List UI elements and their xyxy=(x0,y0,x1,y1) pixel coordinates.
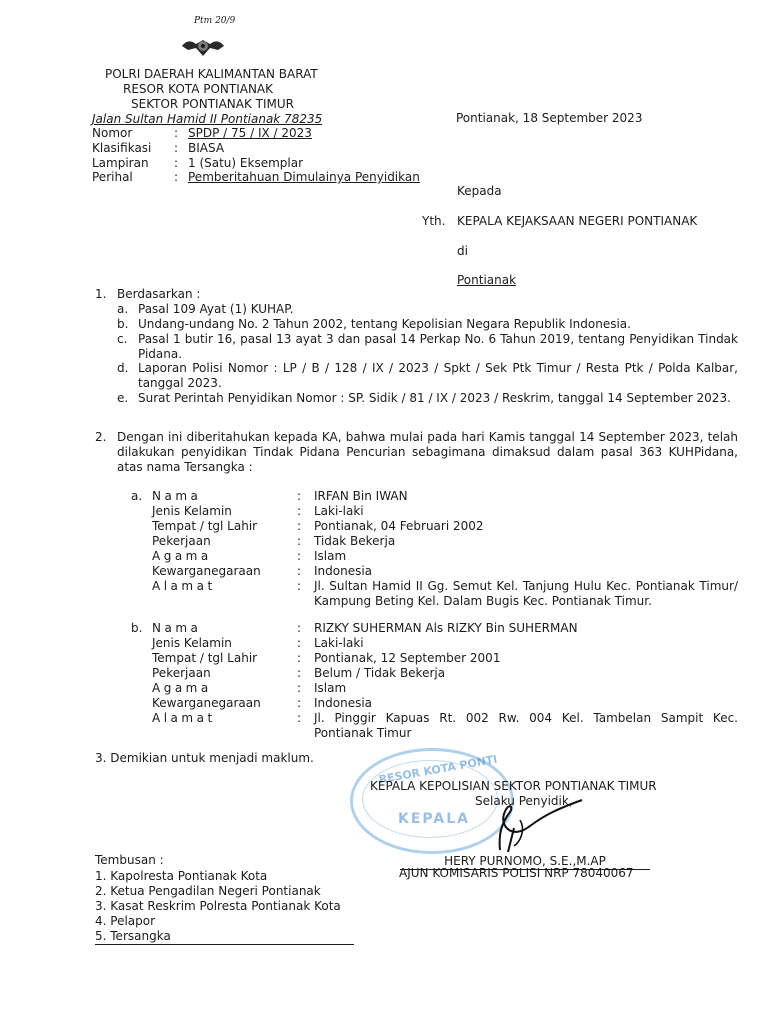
suspect-field-label: Kewarganegaraan xyxy=(152,564,261,578)
suspect-field-label: Agama xyxy=(152,681,212,695)
suspect-field-label: Agama xyxy=(152,549,212,563)
suspect-field-value: Belum / Tidak Bekerja xyxy=(314,666,446,680)
basis-item-letter: b. xyxy=(117,317,129,331)
cc-title: Tembusan : xyxy=(95,853,164,867)
meta-value: BIASA xyxy=(188,141,225,155)
suspect-field-colon: : xyxy=(297,549,302,563)
suspect-field-label: Alamat xyxy=(152,711,216,725)
suspect-letter: a. xyxy=(131,489,143,503)
suspect-field-colon: : xyxy=(297,579,302,593)
suspect-field-colon: : xyxy=(297,489,302,503)
suspect-field-label: Nama xyxy=(152,489,202,503)
suspect-field-value: Islam xyxy=(314,681,347,695)
suspect-field-colon: : xyxy=(297,504,302,518)
suspect-field-colon: : xyxy=(297,519,302,533)
section3-number: 3. xyxy=(95,751,107,765)
header-resort: RESOR KOTA PONTIANAK xyxy=(123,82,274,96)
section1-title: Berdasarkan : xyxy=(117,287,201,301)
meta-value: 1 (Satu) Eksemplar xyxy=(188,156,304,170)
basis-item-letter: c. xyxy=(117,332,128,346)
suspect-field-colon: : xyxy=(297,564,302,578)
suspect-field-value: Indonesia xyxy=(314,696,373,710)
header-address: Jalan Sultan Hamid II Pontianak 78235 xyxy=(92,112,323,126)
recipient-place: Pontianak xyxy=(457,273,517,287)
suspect-field-colon: : xyxy=(297,696,302,710)
section3-text xyxy=(95,751,314,766)
suspect-field-label: Tempat / tgl Lahir xyxy=(152,519,258,533)
suspect-field-value: Pontianak, 12 September 2001 xyxy=(314,651,501,665)
basis-item-text: Pasal 109 Ayat (1) KUHAP. xyxy=(138,302,294,316)
signature-role: Selaku Penyidik, xyxy=(475,794,573,808)
cc-item: 4. Pelapor xyxy=(95,914,156,928)
suspect-field-value: Laki-laki xyxy=(314,636,364,650)
suspect-field-label: Jenis Kelamin xyxy=(152,636,232,650)
recipient-name: KEPALA KEJAKSAAN NEGERI PONTIANAK xyxy=(457,214,698,228)
suspect-field-label: Alamat xyxy=(152,579,216,593)
suspect-field-label: Nama xyxy=(152,621,202,635)
suspect-field-colon: : xyxy=(297,651,302,665)
suspect-field-colon: : xyxy=(297,681,302,695)
basis-item-text: Pasal 1 butir 16, pasal 13 ayat 3 dan pasal 14 Perkap No. 6 Tahun 2019, tentang Penyidikan Tindak Pidana. xyxy=(138,332,738,361)
cc-item: 1. Kapolresta Pontianak Kota xyxy=(95,869,268,883)
suspect-field-label: Pekerjaan xyxy=(152,534,211,548)
stamp-center-text: KEPALA xyxy=(398,811,470,827)
meta-label: Klasifikasi xyxy=(92,141,152,155)
suspect-field-value: RIZKY SUHERMAN Als RIZKY Bin SUHERMAN xyxy=(314,621,578,635)
suspect-field-value: Laki-laki xyxy=(314,504,364,518)
signature-title: KEPALA KEPOLISIAN SEKTOR PONTIANAK TIMUR xyxy=(370,779,657,793)
section2-number: 2. xyxy=(95,430,107,444)
meta-label: Perihal xyxy=(92,170,133,184)
meta-colon: : xyxy=(174,156,179,170)
suspect-field-value: Islam xyxy=(314,549,347,563)
meta-colon: : xyxy=(174,141,179,155)
suspect-field-value: Jl. Sultan Hamid II Gg. Semut Kel. Tanjung Hulu Kec. Pontianak Timur/ Kampung Beting Kel. Dalam Bugis Kec. Pontianak Timur. xyxy=(314,579,738,608)
meta-value: SPDP / 75 / IX / 2023 xyxy=(188,126,312,140)
section2-text: Dengan ini diberitahukan kepada KA, bahwa mulai pada hari Kamis tanggal 14 September 2023, telah dilakukan penyidikan Tindak Pidana Pencurian sebagimana dimaksud dalam pasal 363 KUHPidana, atas nama Tersangka : xyxy=(117,430,738,474)
section1-number: 1. xyxy=(95,287,107,301)
suspect-field-value: IRFAN Bin IWAN xyxy=(314,489,408,503)
handwritten-mark: Ptm 20/9 xyxy=(194,16,236,26)
suspect-letter: b. xyxy=(131,621,143,635)
header-institution: POLRI DAERAH KALIMANTAN BARAT xyxy=(105,67,318,81)
basis-item-letter: a. xyxy=(117,302,129,316)
cc-item: 5. Tersangka xyxy=(95,929,354,945)
recipient-di: di xyxy=(457,244,468,258)
basis-item-text: Laporan Polisi Nomor : LP / B / 128 / IX / 2023 / Spkt / Sek Ptk Timur / Resta Ptk / Polda Kalbar, tanggal 2023. xyxy=(138,361,738,390)
header-sector: SEKTOR PONTIANAK TIMUR xyxy=(131,97,295,111)
meta-colon: : xyxy=(174,126,179,140)
meta-label: Nomor xyxy=(92,126,133,140)
suspect-field-colon: : xyxy=(297,666,302,680)
suspect-field-label: Pekerjaan xyxy=(152,666,211,680)
place-date: Pontianak, 18 September 2023 xyxy=(456,111,643,125)
signatory-name: HERY PURNOMO, S.E.,M.AP xyxy=(400,854,650,870)
section3-body: Demikian untuk menjadi maklum. xyxy=(110,751,314,765)
basis-item-letter: e. xyxy=(117,391,129,405)
suspect-field-label: Tempat / tgl Lahir xyxy=(152,651,258,665)
suspect-field-colon: : xyxy=(297,534,302,548)
handwritten-signature xyxy=(470,790,590,860)
suspect-field-colon: : xyxy=(297,636,302,650)
police-emblem-icon xyxy=(180,34,226,60)
meta-label: Lampiran xyxy=(92,156,149,170)
suspect-field-value: Tidak Bekerja xyxy=(314,534,396,548)
suspect-field-label: Kewarganegaraan xyxy=(152,696,261,710)
basis-item-letter: d. xyxy=(117,361,129,375)
suspect-field-value: Indonesia xyxy=(314,564,373,578)
signatory-rank: AJUN KOMISARIS POLISI NRP 78040067 xyxy=(399,866,634,880)
suspect-field-colon: : xyxy=(297,621,302,635)
recipient-kepada: Kepada xyxy=(457,184,502,198)
stamp-top-text: RESOR KOTA PONTI xyxy=(377,752,499,787)
cc-item: 2. Ketua Pengadilan Negeri Pontianak xyxy=(95,884,321,898)
basis-item-text: Surat Perintah Penyidikan Nomor : SP. Sidik / 81 / IX / 2023 / Reskrim, tanggal 14 September 2023. xyxy=(138,391,731,405)
recipient-yth: Yth. xyxy=(422,214,446,228)
suspect-field-value: Pontianak, 04 Februari 2002 xyxy=(314,519,484,533)
meta-colon: : xyxy=(174,170,179,184)
meta-value: Pemberitahuan Dimulainya Penyidikan xyxy=(188,170,420,184)
cc-item: 3. Kasat Reskrim Polresta Pontianak Kota xyxy=(95,899,341,913)
basis-item-text: Undang-undang No. 2 Tahun 2002, tentang Kepolisian Negara Republik Indonesia. xyxy=(138,317,631,331)
suspect-field-colon: : xyxy=(297,711,302,725)
suspect-field-value: Jl. Pinggir Kapuas Rt. 002 Rw. 004 Kel. Tambelan Sampit Kec. Pontianak Timur xyxy=(314,711,738,740)
suspect-field-label: Jenis Kelamin xyxy=(152,504,232,518)
